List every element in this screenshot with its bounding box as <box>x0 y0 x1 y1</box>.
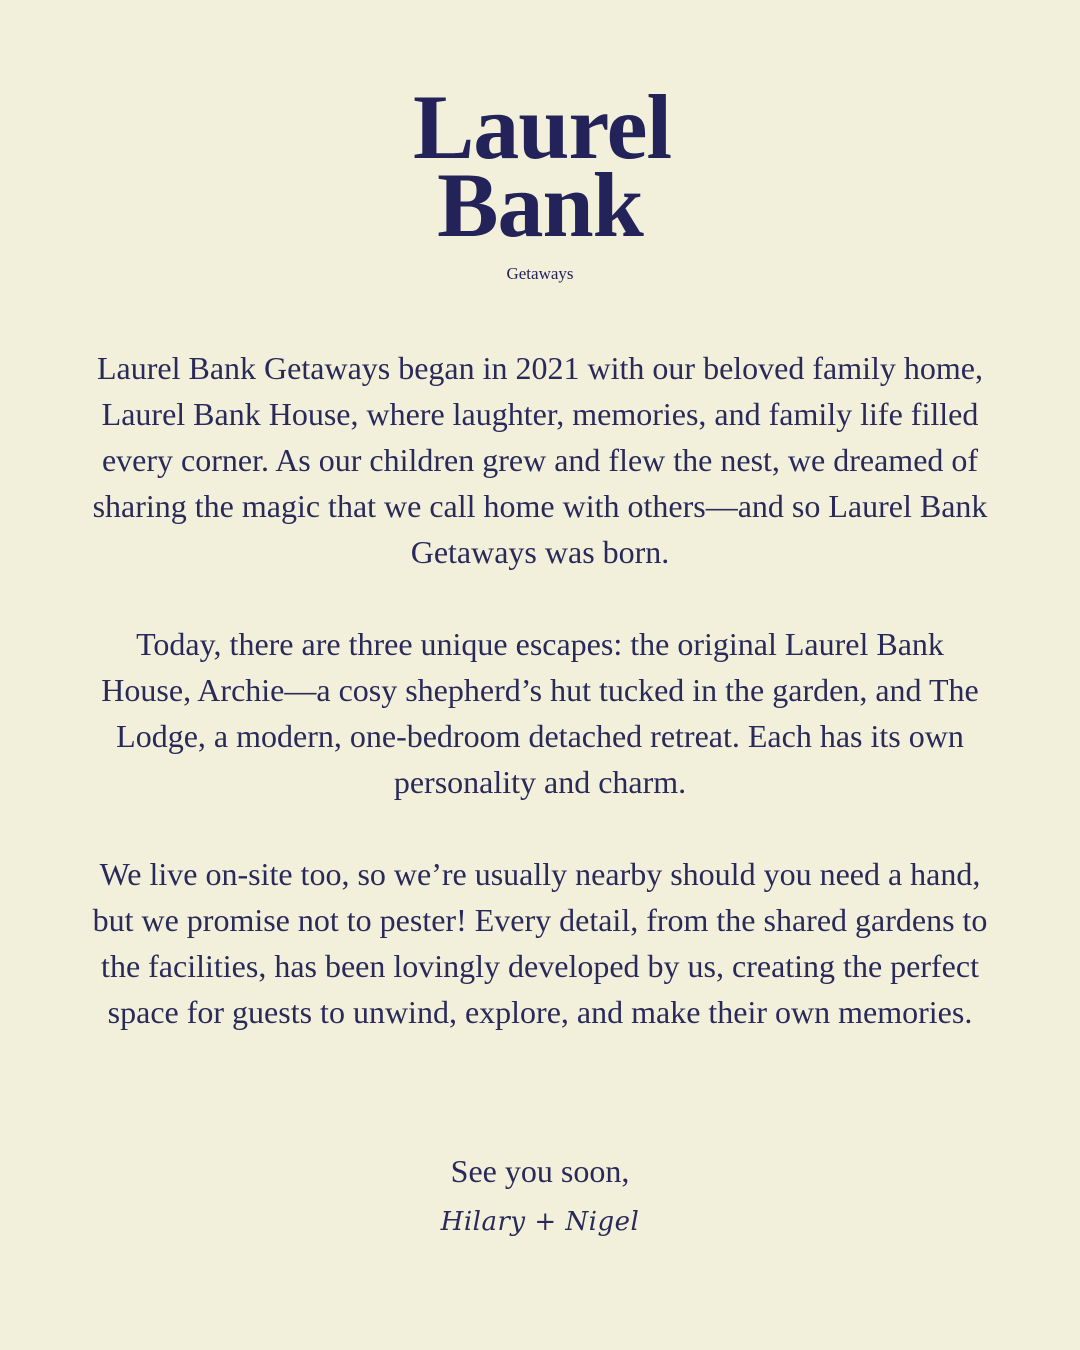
logo-subtitle: Getaways <box>506 264 574 283</box>
logo-word-laurel: Laurel <box>412 76 672 178</box>
paragraph-history: Laurel Bank Getaways began in 2021 with our beloved family home, Laurel Bank House, where laughter, memories, and family life filled every corner. As our children grew and flew the nest, we dreamed of sharing the magic that we call home with others—and so Laurel Bank Getaways was born. <box>92 350 988 570</box>
closing-line: See you soon, <box>450 1153 630 1189</box>
logo <box>0 76 1080 284</box>
paragraph-escapes: Today, there are three unique escapes: the original Laurel Bank House, Archie—a cosy shepherd’s hut tucked in the garden, and The Lodge, a modern, one-bedroom detached retreat. Each has its own personality and charm. <box>101 626 979 800</box>
logo-word-bank: Bank <box>437 154 643 256</box>
paragraph-hosts: We live on-site too, so we’re usually nearby should you need a hand, but we promise not to pester! Every detail, from the shared gardens to the facilities, has been lovingly developed by us, creating the perfect space for guests to unwind, explore, and make their own memories. <box>92 856 988 1030</box>
intro-letter <box>90 345 990 1081</box>
signature: Hilary + Nigel <box>440 1207 640 1237</box>
